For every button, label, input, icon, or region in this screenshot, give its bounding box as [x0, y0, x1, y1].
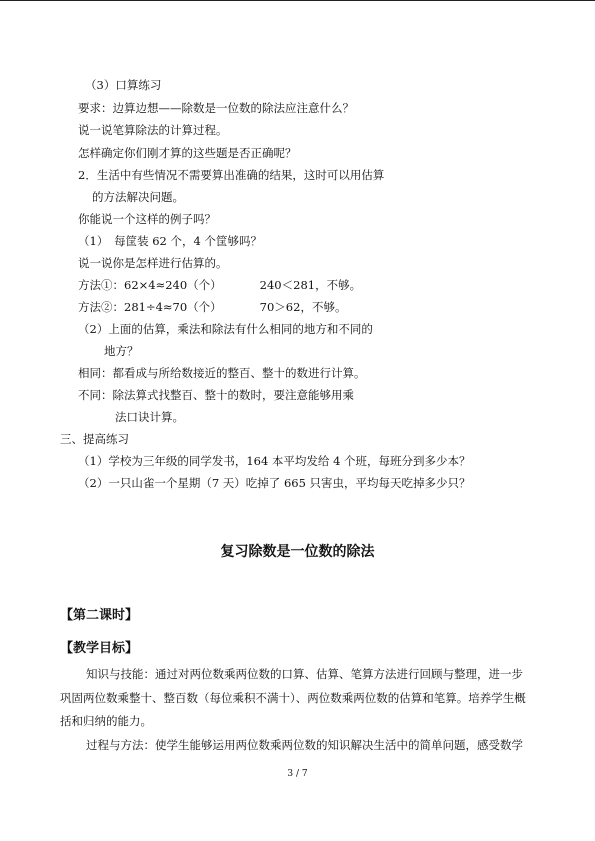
text-line: 说一说笔算除法的计算过程。 — [78, 123, 228, 137]
oral-practice-heading: （3）口算练习 — [85, 78, 162, 92]
comparison-question: （2）上面的估算，乘法和除法有什么相同的地方和不同的 — [78, 322, 373, 336]
method-1-line — [78, 277, 361, 293]
text-line: 地方？ — [104, 344, 139, 358]
method-1-compare: 240＜281，不够。 — [259, 278, 362, 292]
method-2-line — [78, 299, 346, 315]
text-line: 你能说一个这样的例子吗？ — [78, 212, 216, 226]
goals-heading: 【教学目标】 — [60, 641, 139, 656]
paragraph-line: 括和归纳的能力。 — [60, 714, 152, 728]
different-line: 不同：除法算式找整百、整十的数时，要注意能够用乘 — [78, 388, 354, 402]
text-line: 的方法解决问题。 — [92, 190, 184, 204]
method-1-calc: 方法①：62×4≈240（个） — [78, 278, 222, 292]
example-question: （1） 每筐装 62 个，4 个筐够吗？ — [78, 234, 262, 248]
method-2-compare: 70＞62，不够。 — [259, 300, 347, 314]
problem-2: （2）一只山雀一个星期（7 天）吃掉了 665 只害虫，平均每天吃掉多少只？ — [78, 476, 471, 490]
requirement-line: 要求：边算边想——除数是一位数的除法应注意什么？ — [78, 101, 354, 115]
text-line: 说一说你是怎样进行估算的。 — [78, 256, 228, 270]
page-number: 3 / 7 — [287, 769, 308, 779]
estimation-item-2: 2．生活中有些情况不需要算出准确的结果，这时可以用估算 — [78, 168, 385, 182]
top-rule — [0, 0, 595, 1]
page-title: 复习除数是一位数的除法 — [220, 544, 375, 560]
improve-practice-heading: 三、提高练习 — [60, 432, 129, 446]
text-line: 法口诀计算。 — [115, 410, 184, 424]
problem-1: （1）学校为三年级的同学发书，164 本平均发给 4 个班，每班分到多少本？ — [78, 454, 471, 468]
method-2-calc: 方法②：281÷4≈70（个） — [78, 300, 222, 314]
paragraph-line: 巩固两位数乘整十、整百数（每位乘积不满十）、两位数乘两位数的估算和笔算。培养学生概 — [60, 691, 526, 705]
text-line: 怎样确定你们刚才算的这些题是否正确呢？ — [78, 146, 297, 160]
paragraph-line: 过程与方法：使学生能够运用两位数乘两位数的知识解决生活中的简单问题，感受数学 — [86, 738, 523, 752]
paragraph-line: 知识与技能：通过对两位数乘两位数的口算、估算、笔算方法进行回顾与整理，进一步 — [86, 667, 523, 681]
lesson-heading: 【第二课时】 — [60, 608, 139, 623]
same-line: 相同：都看成与所给数接近的整百、整十的数进行计算。 — [78, 366, 366, 380]
